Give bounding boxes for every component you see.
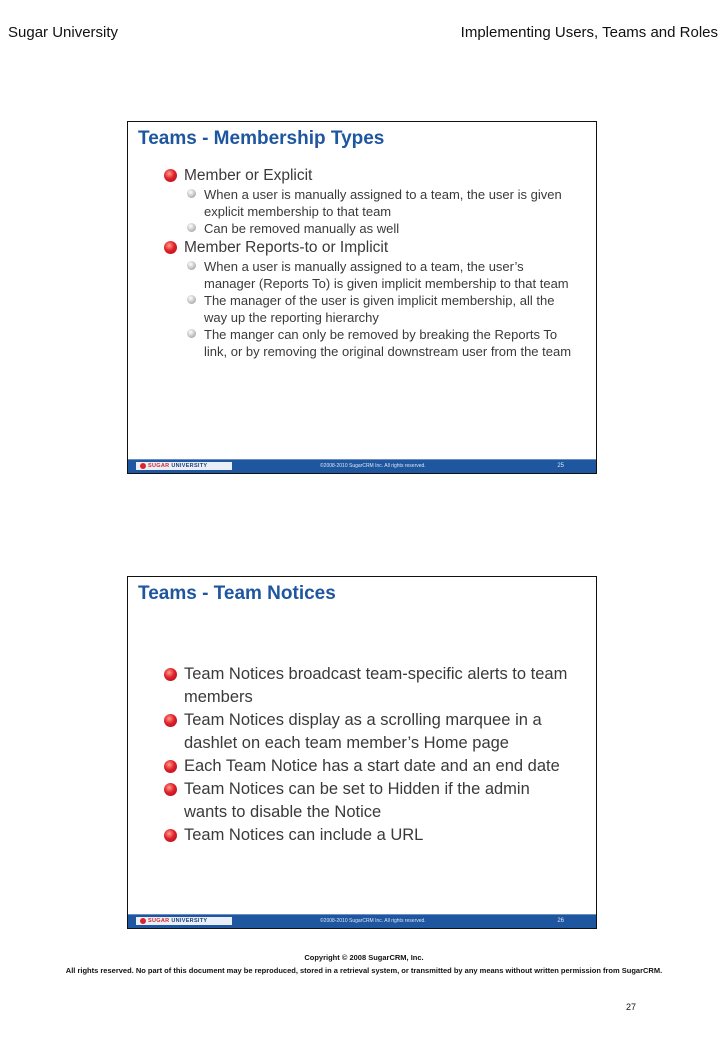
sub-bullet-item [184,326,576,360]
bullet-item [164,755,576,778]
sub-bullet-item [184,220,576,237]
bullet-text: Each Team Notice has a start date and an end date [184,757,560,775]
gray-bullet-icon [187,223,196,232]
sugar-university-logo [136,462,232,470]
logo-text-sugar: SUGAR [148,463,170,469]
slide-team-notices [127,576,597,929]
slide-footer-bar [128,459,596,473]
bullet-item [164,709,576,755]
slide-copyright: ©2008-2010 SugarCRM Inc. All rights reserved. [320,463,426,469]
gray-bullet-icon [187,261,196,270]
sub-bullet-item [184,292,576,326]
logo-mark-icon [140,463,146,469]
slide-number: 25 [557,463,564,469]
red-bullet-icon [164,760,177,773]
bullet-item [164,238,576,360]
header-left-title: Sugar University [8,24,119,41]
red-bullet-icon [164,241,177,254]
bullet-item [164,663,576,709]
red-bullet-icon [164,714,177,727]
sub-bullet-text: The manager of the user is given implicit membership, all the way up the reporting hierarchy [204,293,555,325]
document-rights-notice: All rights reserved. No part of this document may be reproduced, stored in a retrieval system, or transmitted by any means without written permission from SugarCRM. [65,966,663,975]
bullet-item [164,166,576,237]
slide-title: Teams - Membership Types [138,128,385,149]
logo-text-university: UNIVERSITY [171,918,208,924]
sub-bullet-text: The manger can only be removed by breaking the Reports To link, or by removing the original downstream user from the team [204,327,572,359]
red-bullet-icon [164,783,177,796]
bullet-item [164,824,576,847]
sub-bullet-text: When a user is manually assigned to a team, the user is given explicit membership to that team [204,187,562,219]
bullet-list [164,663,576,847]
slide-copyright: ©2008-2010 SugarCRM Inc. All rights reserved. [320,918,426,924]
bullet-text: Member or Explicit [184,167,313,184]
page-header [8,24,718,44]
bullet-item [164,778,576,824]
red-bullet-icon [164,169,177,182]
logo-text-sugar: SUGAR [148,918,170,924]
slide-title: Teams - Team Notices [138,583,336,604]
header-right-title: Implementing Users, Teams and Roles [460,24,718,41]
slide-number: 26 [557,918,564,924]
red-bullet-icon [164,829,177,842]
bullet-list [164,166,576,361]
bullet-text: Team Notices can include a URL [184,826,424,844]
bullet-text: Member Reports-to or Implicit [184,239,389,256]
sub-bullet-list [184,258,576,360]
bullet-text: Team Notices display as a scrolling marquee in a dashlet on each team member’s Home page [184,711,542,752]
document-copyright: Copyright © 2008 SugarCRM, Inc. [304,953,424,962]
bullet-text: Team Notices can be set to Hidden if the admin wants to disable the Notice [184,780,530,821]
bullet-text: Team Notices broadcast team-specific alerts to team members [184,665,568,706]
gray-bullet-icon [187,295,196,304]
sub-bullet-list [184,186,576,237]
sub-bullet-text: Can be removed manually as well [204,221,400,236]
sub-bullet-text: When a user is manually assigned to a team, the user’s manager (Reports To) is given implicit membership to that team [204,259,569,291]
gray-bullet-icon [187,329,196,338]
gray-bullet-icon [187,189,196,198]
slide-membership-types [127,121,597,474]
logo-text-university: UNIVERSITY [171,463,208,469]
sugar-university-logo [136,917,232,925]
red-bullet-icon [164,668,177,681]
slide-footer-bar [128,914,596,928]
sub-bullet-item [184,186,576,220]
sub-bullet-item [184,258,576,292]
logo-mark-icon [140,918,146,924]
page-number: 27 [625,1002,636,1012]
